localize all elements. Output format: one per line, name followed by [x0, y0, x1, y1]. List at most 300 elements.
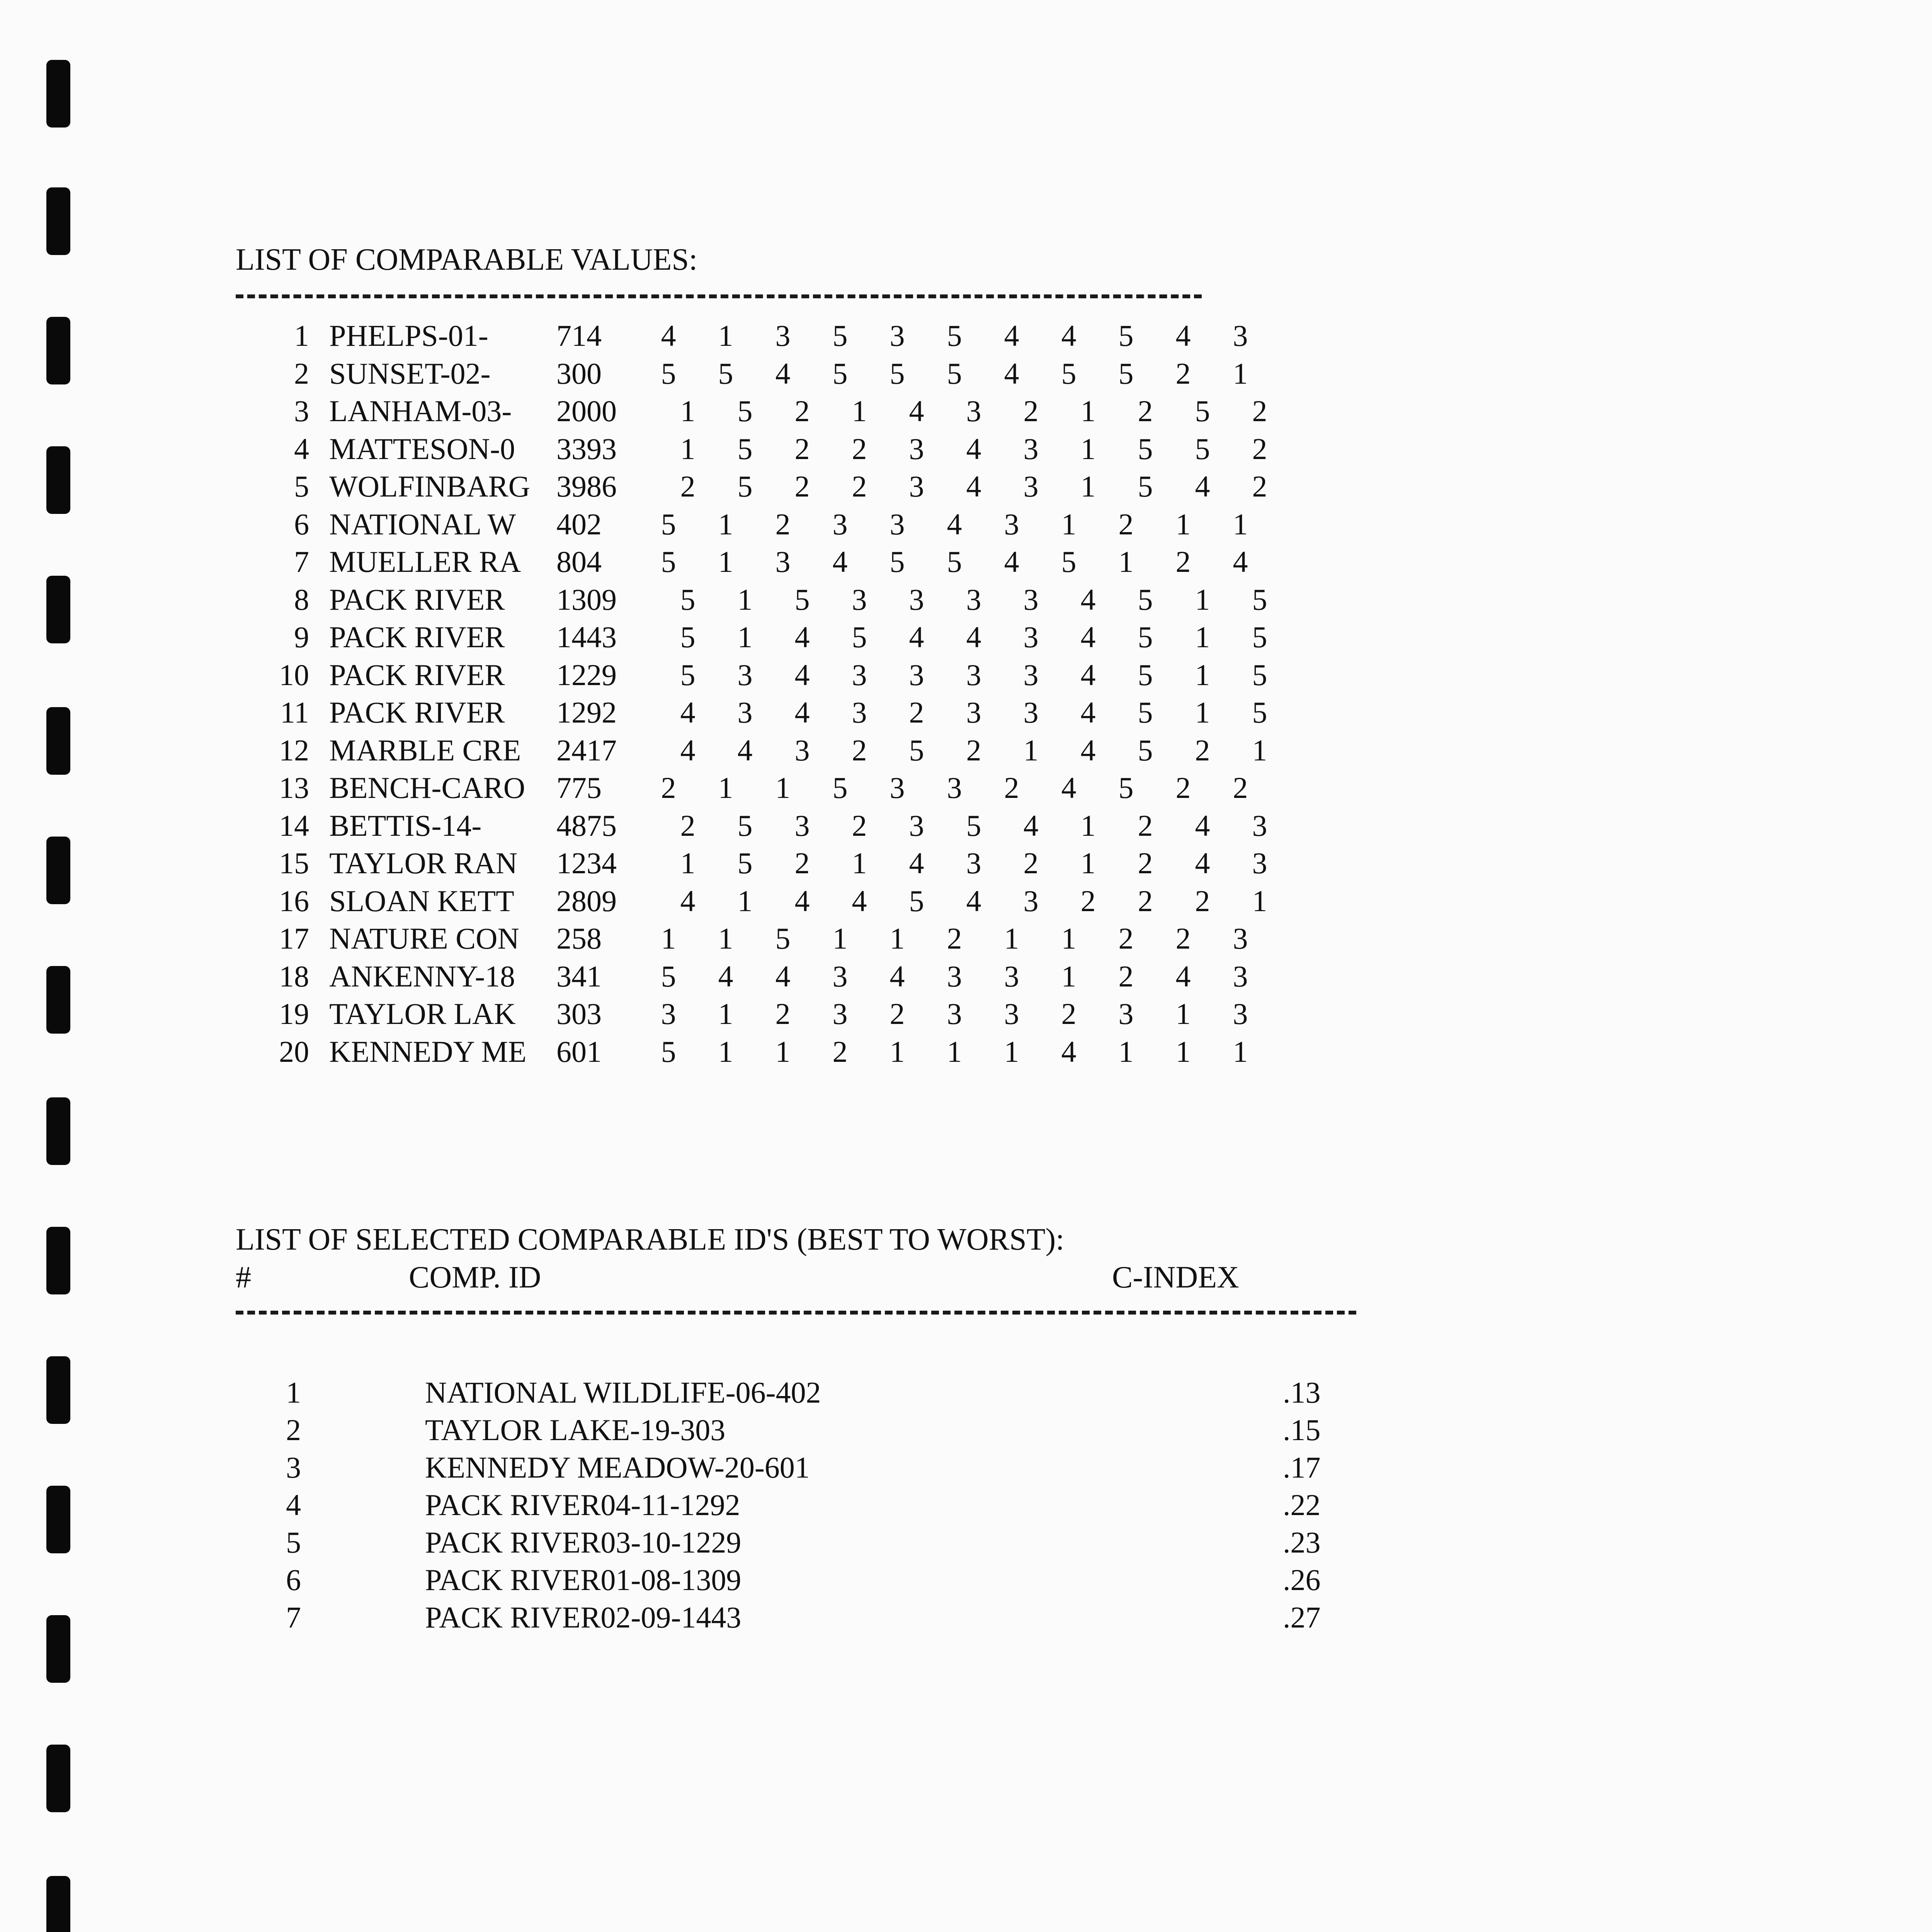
comparable-id: TAYLOR LAKE-19-303	[425, 1413, 726, 1447]
comparable-score: 3	[1233, 319, 1248, 352]
comparable-score: 1	[1118, 1034, 1134, 1068]
comparable-score: 5	[737, 432, 753, 466]
comparable-score: 1	[889, 1034, 905, 1068]
comparable-value: 2000	[556, 394, 617, 428]
comparable-score: 4	[1080, 582, 1096, 616]
comparable-score: 4	[1233, 545, 1248, 578]
column-header-number: #	[236, 1260, 251, 1294]
comparable-value: 775	[556, 771, 602, 804]
comparable-name: KENNEDY ME	[329, 1034, 527, 1068]
comparable-score: 2	[1080, 884, 1096, 918]
comparable-score: 1	[775, 771, 791, 804]
comparable-score: 2	[1138, 884, 1153, 918]
comparable-score: 3	[775, 319, 791, 352]
comparable-score: 1	[718, 771, 733, 804]
row-number: 2	[294, 356, 309, 390]
comparable-score: 1	[1175, 1034, 1191, 1068]
comparable-score: 3	[1233, 922, 1248, 955]
comparable-score: 1	[1023, 733, 1039, 767]
comparable-score: 2	[1175, 356, 1191, 390]
comparable-score: 3	[1252, 808, 1267, 842]
comparable-score: 3	[966, 582, 981, 616]
comparable-score: 5	[775, 922, 791, 955]
comparable-score: 2	[1195, 884, 1210, 918]
comparable-score: 5	[1138, 696, 1153, 729]
comparable-score: 3	[909, 469, 924, 503]
comparable-name: ANKENNY-18	[329, 959, 515, 993]
comparable-score: 4	[1195, 469, 1210, 503]
comparable-score: 1	[1175, 997, 1191, 1031]
comparable-score: 4	[775, 959, 791, 993]
comparable-score: 1	[1080, 432, 1096, 466]
row-number: 14	[279, 808, 309, 842]
comparable-score: 5	[909, 884, 924, 918]
comparable-score: 3	[832, 997, 848, 1031]
selected-comparable-row	[0, 1486, 1932, 1524]
comparable-score: 5	[1195, 394, 1210, 428]
comparable-score: 4	[1061, 771, 1077, 804]
comparable-value: 1443	[556, 620, 617, 654]
rank-number: 3	[286, 1451, 301, 1484]
comparable-score: 5	[832, 356, 848, 390]
comparable-score: 2	[1118, 959, 1134, 993]
comparable-score: 2	[1233, 771, 1248, 804]
row-number: 12	[279, 733, 309, 767]
comparable-score: 1	[889, 922, 905, 955]
binding-hole	[46, 1227, 70, 1294]
c-index-value: .15	[1283, 1413, 1321, 1447]
row-number: 16	[279, 884, 309, 918]
comparable-score: 5	[1252, 658, 1267, 692]
comparable-score: 5	[737, 394, 753, 428]
comparable-score: 2	[1138, 394, 1153, 428]
comparable-name: NATIONAL W	[329, 507, 516, 541]
rank-number: 6	[286, 1563, 301, 1597]
comparable-score: 4	[1080, 620, 1096, 654]
comparable-score: 2	[1118, 922, 1134, 955]
comparable-score: 1	[1233, 507, 1248, 541]
comparable-score: 1	[718, 1034, 733, 1068]
comparable-score: 2	[794, 846, 810, 880]
comparable-score: 1	[1004, 922, 1019, 955]
comparable-score: 1	[1195, 620, 1210, 654]
column-header-comp-id: COMP. ID	[409, 1260, 541, 1294]
comparable-name: PACK RIVER	[329, 582, 505, 616]
comparable-score: 3	[1023, 469, 1039, 503]
comparable-score: 5	[1252, 696, 1267, 729]
comparable-score: 4	[718, 959, 733, 993]
binding-hole	[46, 707, 70, 775]
comparable-score: 5	[1138, 432, 1153, 466]
comparable-score: 2	[775, 507, 791, 541]
binding-hole	[46, 187, 70, 255]
comparable-score: 5	[1138, 469, 1153, 503]
comparable-score: 2	[909, 696, 924, 729]
comparable-score: 1	[775, 1034, 791, 1068]
comparable-score: 2	[1118, 507, 1134, 541]
comparable-score: 2	[1023, 394, 1039, 428]
comparable-score: 5	[680, 658, 696, 692]
comparable-score: 1	[947, 1034, 962, 1068]
comparable-score: 2	[1175, 922, 1191, 955]
comparable-score: 1	[1233, 356, 1248, 390]
comparable-score: 3	[966, 658, 981, 692]
comparable-score: 5	[737, 846, 753, 880]
comparable-value: 1229	[556, 658, 617, 692]
comparable-score: 4	[909, 394, 924, 428]
comparable-score: 2	[947, 922, 962, 955]
comparable-score: 2	[1252, 432, 1267, 466]
comparable-score: 2	[852, 733, 867, 767]
comparable-value: 601	[556, 1034, 602, 1068]
comparable-score: 5	[1138, 658, 1153, 692]
rank-number: 1	[286, 1376, 301, 1409]
comparable-name: BENCH-CARO	[329, 771, 526, 804]
row-number: 13	[279, 771, 309, 804]
comparable-score: 5	[1138, 582, 1153, 616]
comparable-score: 3	[1023, 884, 1039, 918]
comparable-score: 1	[1252, 733, 1267, 767]
comparable-value: 1292	[556, 696, 617, 729]
comparable-score: 5	[947, 356, 962, 390]
comparable-score: 5	[1061, 545, 1077, 578]
comparable-id: PACK RIVER04-11-1292	[425, 1488, 740, 1522]
binding-hole	[46, 446, 70, 514]
comparable-score: 3	[1023, 582, 1039, 616]
row-number: 3	[294, 394, 309, 428]
comparable-score: 5	[680, 620, 696, 654]
comparable-score: 3	[909, 808, 924, 842]
comparable-score: 4	[680, 884, 696, 918]
comparable-score: 3	[889, 771, 905, 804]
comparable-score: 2	[852, 432, 867, 466]
comparable-score: 4	[909, 620, 924, 654]
comparable-score: 4	[832, 545, 848, 578]
row-number: 6	[294, 507, 309, 541]
comparable-score: 2	[1175, 545, 1191, 578]
comparable-score: 2	[794, 432, 810, 466]
comparable-score: 4	[1175, 319, 1191, 352]
comparable-score: 1	[1195, 658, 1210, 692]
comparable-name: MATTESON-0	[329, 432, 515, 466]
comparable-score: 1	[680, 846, 696, 880]
comparable-score: 3	[1023, 620, 1039, 654]
comparable-score: 3	[909, 432, 924, 466]
comparable-score: 5	[889, 545, 905, 578]
rank-number: 7	[286, 1600, 301, 1634]
comparable-score: 2	[889, 997, 905, 1031]
comparable-score: 3	[794, 808, 810, 842]
comparable-score: 2	[680, 469, 696, 503]
comparable-score: 1	[680, 394, 696, 428]
comparable-name: PACK RIVER	[329, 658, 505, 692]
comparable-score: 5	[661, 545, 676, 578]
comparable-score: 3	[947, 997, 962, 1031]
comparable-score: 4	[794, 658, 810, 692]
comparable-value: 303	[556, 997, 602, 1031]
row-number: 1	[294, 319, 309, 352]
comparable-score: 1	[737, 884, 753, 918]
comparable-score: 1	[1061, 959, 1077, 993]
selected-comparable-row	[0, 1561, 1932, 1599]
comparable-value: 258	[556, 922, 602, 955]
comparable-score: 2	[775, 997, 791, 1031]
comparable-score: 2	[680, 808, 696, 842]
comparable-score: 2	[1061, 997, 1077, 1031]
row-number: 4	[294, 432, 309, 466]
comparable-score: 3	[1023, 658, 1039, 692]
row-number: 19	[279, 997, 309, 1031]
comparable-score: 3	[966, 696, 981, 729]
comparable-score: 4	[1004, 356, 1019, 390]
comparable-value: 4875	[556, 808, 617, 842]
comparable-score: 1	[1080, 394, 1096, 428]
comparable-score: 4	[966, 432, 981, 466]
comparable-score: 4	[1004, 319, 1019, 352]
selected-comparable-row	[0, 1524, 1932, 1561]
comparable-score: 1	[1233, 1034, 1248, 1068]
comparable-score: 4	[909, 846, 924, 880]
comparable-value: 714	[556, 319, 602, 352]
binding-hole	[46, 1097, 70, 1165]
comparable-name: WOLFINBARG	[329, 469, 530, 503]
comparable-score: 4	[794, 884, 810, 918]
row-number: 5	[294, 469, 309, 503]
selected-comparables-heading: LIST OF SELECTED COMPARABLE ID'S (BEST TO WORST):	[236, 1223, 1065, 1257]
comparable-name: MUELLER RA	[329, 545, 521, 578]
comparable-score: 1	[661, 922, 676, 955]
comparable-score: 2	[966, 733, 981, 767]
comparable-score: 3	[1233, 959, 1248, 993]
comparable-id: KENNEDY MEADOW-20-601	[425, 1451, 810, 1484]
comparable-score: 5	[661, 1034, 676, 1068]
comparable-score: 5	[1252, 582, 1267, 616]
comparable-score: 3	[775, 545, 791, 578]
binding-hole	[46, 837, 70, 904]
comparable-score: 4	[1061, 1034, 1077, 1068]
comparable-score: 5	[661, 959, 676, 993]
comparable-score: 5	[1252, 620, 1267, 654]
comparable-score: 5	[737, 808, 753, 842]
comparable-score: 4	[1080, 696, 1096, 729]
binding-hole	[46, 317, 70, 384]
comparable-score: 3	[852, 582, 867, 616]
comparable-score: 3	[1004, 997, 1019, 1031]
comparable-id: PACK RIVER02-09-1443	[425, 1600, 742, 1634]
comparable-score: 1	[718, 922, 733, 955]
comparable-score: 3	[1004, 507, 1019, 541]
row-number: 8	[294, 582, 309, 616]
row-number: 17	[279, 922, 309, 955]
row-number: 10	[279, 658, 309, 692]
comparable-score: 4	[1061, 319, 1077, 352]
comparable-score: 1	[718, 545, 733, 578]
comparable-score: 5	[1138, 620, 1153, 654]
comparable-score: 3	[1004, 959, 1019, 993]
comparable-score: 3	[737, 658, 753, 692]
comparable-id: PACK RIVER01-08-1309	[425, 1563, 742, 1597]
comparable-id: PACK RIVER03-10-1229	[425, 1526, 742, 1559]
selected-comparable-row	[0, 1374, 1932, 1412]
comparable-name: LANHAM-03-	[329, 394, 512, 428]
comparable-score: 3	[966, 846, 981, 880]
binding-hole	[46, 1876, 70, 1932]
comparable-score: 4	[1175, 959, 1191, 993]
selected-comparable-row	[0, 1599, 1932, 1636]
comparable-score: 1	[1195, 696, 1210, 729]
comparable-score: 1	[1080, 846, 1096, 880]
comparable-score: 1	[1252, 884, 1267, 918]
comparable-name: SUNSET-02-	[329, 356, 491, 390]
comparable-score: 1	[852, 846, 867, 880]
rank-number: 5	[286, 1526, 301, 1559]
row-number: 20	[279, 1034, 309, 1068]
comparable-score: 4	[966, 620, 981, 654]
row-number: 18	[279, 959, 309, 993]
comparable-score: 4	[1195, 808, 1210, 842]
comparable-score: 3	[889, 507, 905, 541]
comparable-score: 2	[1138, 808, 1153, 842]
comparable-score: 3	[832, 959, 848, 993]
c-index-value: .22	[1283, 1488, 1321, 1522]
comparable-score: 1	[1061, 922, 1077, 955]
comparable-score: 1	[680, 432, 696, 466]
comparable-name: PHELPS-01-	[329, 319, 488, 352]
comparable-score: 4	[661, 319, 676, 352]
comparable-score: 3	[1023, 432, 1039, 466]
selected-comparable-row	[0, 1449, 1932, 1486]
c-index-value: .13	[1283, 1376, 1321, 1409]
comparable-score: 3	[737, 696, 753, 729]
c-index-value: .17	[1283, 1451, 1321, 1484]
comparable-score: 2	[1138, 846, 1153, 880]
comparable-value: 1309	[556, 582, 617, 616]
comparable-values-divider	[236, 294, 1202, 298]
rank-number: 4	[286, 1488, 301, 1522]
comparable-value: 2809	[556, 884, 617, 918]
comparable-value: 3986	[556, 469, 617, 503]
comparable-score: 1	[1080, 808, 1096, 842]
comparable-score: 3	[1252, 846, 1267, 880]
comparable-score: 1	[718, 319, 733, 352]
comparable-score: 3	[832, 507, 848, 541]
comparable-score: 4	[794, 620, 810, 654]
comparable-score: 1	[718, 997, 733, 1031]
c-index-value: .26	[1283, 1563, 1321, 1597]
comparable-score: 1	[1175, 507, 1191, 541]
comparable-score: 3	[1023, 696, 1039, 729]
comparable-score: 3	[1118, 997, 1134, 1031]
comparable-score: 2	[1023, 846, 1039, 880]
comparable-score: 5	[966, 808, 981, 842]
comparable-score: 1	[1118, 545, 1134, 578]
comparable-score: 2	[1252, 394, 1267, 428]
column-header-c-index: C-INDEX	[1112, 1260, 1239, 1294]
comparable-score: 3	[661, 997, 676, 1031]
comparable-score: 1	[737, 582, 753, 616]
comparable-score: 1	[1080, 469, 1096, 503]
comparable-score: 2	[1252, 469, 1267, 503]
comparable-score: 5	[661, 507, 676, 541]
comparable-score: 1	[1195, 582, 1210, 616]
comparable-score: 5	[1118, 771, 1134, 804]
comparable-score: 3	[909, 582, 924, 616]
rank-number: 2	[286, 1413, 301, 1447]
comparable-score: 5	[832, 319, 848, 352]
comparable-score: 2	[1004, 771, 1019, 804]
comparable-score: 5	[947, 319, 962, 352]
comparable-score: 2	[794, 394, 810, 428]
selected-comparable-row	[0, 1411, 1932, 1449]
comparable-score: 2	[852, 808, 867, 842]
comparable-score: 4	[947, 507, 962, 541]
comparable-score: 2	[661, 771, 676, 804]
comparable-score: 5	[1138, 733, 1153, 767]
comparable-score: 3	[947, 959, 962, 993]
comparable-score: 5	[1061, 356, 1077, 390]
comparable-id: NATIONAL WILDLIFE-06-402	[425, 1376, 821, 1409]
comparable-name: TAYLOR RAN	[329, 846, 518, 880]
comparable-score: 3	[852, 696, 867, 729]
comparable-score: 4	[794, 696, 810, 729]
comparable-score: 3	[794, 733, 810, 767]
comparable-score: 5	[852, 620, 867, 654]
comparable-score: 3	[947, 771, 962, 804]
comparable-score: 5	[1118, 319, 1134, 352]
row-number: 7	[294, 545, 309, 578]
row-number: 15	[279, 846, 309, 880]
c-index-value: .27	[1283, 1600, 1321, 1634]
comparable-name: PACK RIVER	[329, 620, 505, 654]
binding-hole	[46, 966, 70, 1034]
comparable-name: SLOAN KETT	[329, 884, 514, 918]
comparable-score: 4	[889, 959, 905, 993]
comparable-name: NATURE CON	[329, 922, 519, 955]
comparable-name: MARBLE CRE	[329, 733, 521, 767]
comparable-score: 5	[909, 733, 924, 767]
c-index-value: .23	[1283, 1526, 1321, 1559]
binding-hole	[46, 1745, 70, 1812]
binding-hole	[46, 576, 70, 643]
comparable-value: 2417	[556, 733, 617, 767]
comparable-name: BETTIS-14-	[329, 808, 482, 842]
comparable-score: 1	[718, 507, 733, 541]
comparable-score: 4	[966, 884, 981, 918]
comparable-score: 5	[1118, 356, 1134, 390]
comparable-value: 300	[556, 356, 602, 390]
row-number: 11	[280, 696, 309, 729]
comparable-score: 3	[966, 394, 981, 428]
comparable-score: 4	[1080, 733, 1096, 767]
comparable-score: 4	[775, 356, 791, 390]
comparable-score: 1	[832, 922, 848, 955]
comparable-score: 4	[680, 733, 696, 767]
comparable-score: 5	[947, 545, 962, 578]
comparable-score: 5	[794, 582, 810, 616]
comparable-score: 5	[1195, 432, 1210, 466]
comparable-value: 3393	[556, 432, 617, 466]
comparable-score: 5	[680, 582, 696, 616]
comparable-score: 4	[737, 733, 753, 767]
comparable-score: 3	[909, 658, 924, 692]
comparable-score: 1	[737, 620, 753, 654]
comparable-score: 3	[1233, 997, 1248, 1031]
comparable-score: 5	[661, 356, 676, 390]
comparable-value: 804	[556, 545, 602, 578]
selected-comparables-divider	[236, 1311, 1356, 1315]
comparable-score: 5	[832, 771, 848, 804]
comparable-value: 341	[556, 959, 602, 993]
